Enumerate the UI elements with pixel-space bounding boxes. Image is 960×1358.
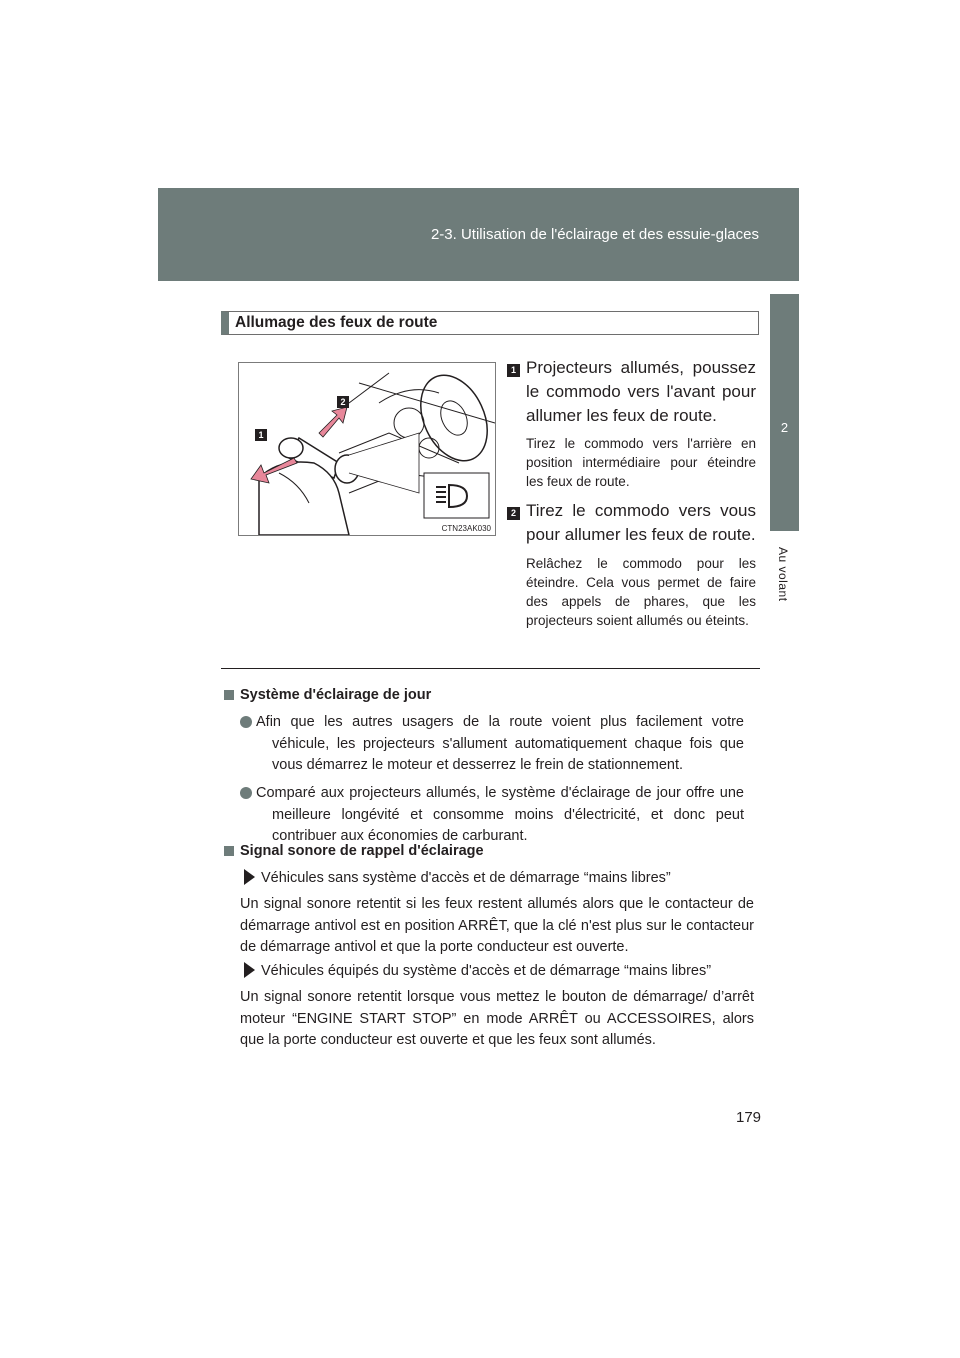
chapter-side-tab xyxy=(770,294,799,531)
square-bullet-icon xyxy=(224,846,234,856)
subsection-heading-daytime xyxy=(224,687,431,703)
chapter-number: 2 xyxy=(780,420,789,435)
step-1-title: Projecteurs allumés, poussez le commodo vers l'avant pour allumer les feux de route. xyxy=(526,358,756,425)
triangle-arrow-icon xyxy=(244,962,255,978)
square-bullet-icon xyxy=(224,690,234,700)
chapter-side-label-text: Au volant xyxy=(776,546,790,602)
bullet-text: Comparé aux projecteurs allumés, le système d'éclairage de jour offre une meilleure longévité et consomme moins d'électricité, et donc peut contribuer aux économies de carburant. xyxy=(256,785,744,844)
section-heading xyxy=(221,311,759,335)
bullet-text: Afin que les autres usagers de la route voient plus facilement votre véhicule, les projecteurs s'allument automatiquement chaque fois que vous démarrez le moteur et desserrez le frein de stationnement. xyxy=(256,714,744,773)
variant-1-text: Véhicules sans système d'accès et de démarrage “mains libres” xyxy=(261,870,671,886)
figure-marker-1: 1 xyxy=(255,429,267,441)
figure-code: CTN23AK030 xyxy=(441,524,491,533)
step-2-number: 2 xyxy=(507,507,520,520)
step-1-number: 1 xyxy=(507,364,520,377)
subsection-heading-buzzer-text: Signal sonore de rappel d'éclairage xyxy=(240,843,484,859)
step-1-description: Tirez le commodo vers l'arrière en position intermédiaire pour éteindre les feux de route. xyxy=(526,436,756,489)
chapter-side-label xyxy=(767,534,799,614)
headlight-lever-illustration xyxy=(238,362,496,536)
circle-bullet-icon xyxy=(240,787,252,799)
variant-line-2 xyxy=(244,961,711,981)
list-item xyxy=(240,783,744,848)
lever-drawing xyxy=(239,363,495,535)
buzzer-paragraph-1: Un signal sonore retentit si les feux restent allumés alors que le contacteur de démarrage antivol est en position ARRÊT, que la clé n'est plus sur le contacteur de démarrage antivol et que la porte conducteur est ouverte. xyxy=(240,896,754,955)
chapter-header-title: 2-3. Utilisation de l'éclairage et des essuie-glaces xyxy=(430,226,759,243)
step-2-description: Relâchez le commodo pour les éteindre. Cela vous permet de faire des appels de phares, que les projecteurs soient allumés ou éteints. xyxy=(526,556,756,628)
triangle-arrow-icon xyxy=(244,869,255,885)
section-heading-text: Allumage des feux de route xyxy=(235,314,438,331)
figure-marker-2: 2 xyxy=(337,396,349,408)
step-2-title: Tirez le commodo vers vous pour allumer les feux de route. xyxy=(526,501,756,544)
variant-2-text: Véhicules équipés du système d'accès et de démarrage “mains libres” xyxy=(261,963,712,979)
circle-bullet-icon xyxy=(240,716,252,728)
subsection-heading-buzzer xyxy=(224,843,484,859)
subsection-heading-daytime-text: Système d'éclairage de jour xyxy=(240,687,432,703)
variant-line-1 xyxy=(244,868,671,888)
buzzer-paragraph-2: Un signal sonore retentit lorsque vous mettez le bouton de démarrage/ d’arrêt moteur “ENGINE START STOP” en mode ARRÊT ou ACCESSOIRES, alors que la porte conducteur est ouverte et que les feux sont allumés. xyxy=(240,989,754,1048)
chapter-header-band xyxy=(158,188,799,281)
page-number: 179 xyxy=(736,1109,762,1126)
list-item xyxy=(240,712,744,777)
section-divider xyxy=(221,668,760,669)
